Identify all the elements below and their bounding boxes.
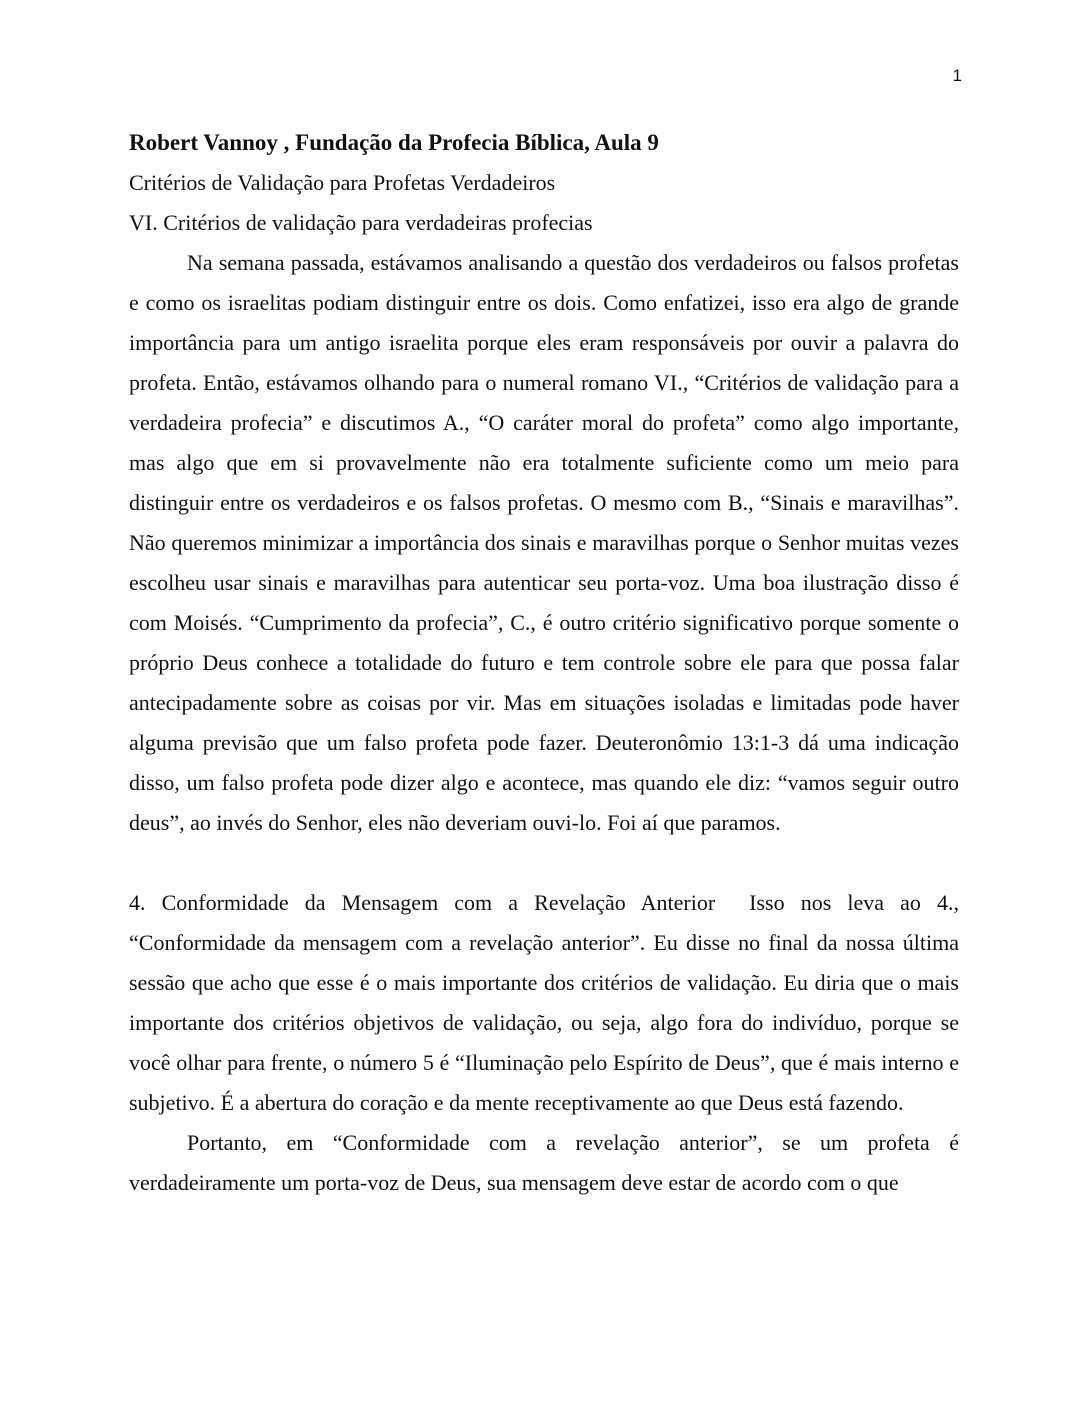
paragraph-3: Portanto, em “Conformidade com a revelação anterior”, se um profeta é verdadeiramente um porta-voz de Deus, sua mensagem deve estar de acordo com o que — [129, 1130, 959, 1195]
paragraph-1: Na semana passada, estávamos analisando a questão dos verdadeiros ou falsos profetas e como os israelitas podiam distinguir entre os dois. Como enfatizei, isso era algo de grande importância para um antigo israelita porque eles eram responsáveis por ouvir a palavra do profeta. Então, estávamos olhando para o numeral romano VI., “Critérios de validação para a verdadeira profecia” e discutimos A., “O caráter moral do profeta” como algo importante, mas algo que em si provavelmente não era totalmente suficiente como um meio para distinguir entre os verdadeiros e os falsos profetas. O mesmo com B., “Sinais e maravilhas”. Não queremos minimizar a importância dos sinais e maravilhas porque o Senhor muitas vezes escolheu usar sinais e maravilhas para autenticar seu porta-voz. Uma boa ilustração disso é com Moisés. “Cumprimento da profecia”, C., é outro critério significativo porque somente o próprio Deus conhece a totalidade do futuro e tem controle sobre ele para que possa falar antecipadamente sobre as coisas por vir. Mas em situações isoladas e limitadas pode haver alguma previsão que um falso profeta pode fazer. Deuteronômio 13:1-3 dá uma indicação disso, um falso profeta pode dizer algo e acontece, mas quando ele diz: “vamos seguir outro deus”, ao invés do Senhor, eles não deveriam ouvi-lo. Foi aí que paramos. — [129, 250, 959, 835]
paragraph-2-container — [129, 883, 959, 1123]
page-number: 1 — [952, 66, 962, 85]
document-title: Robert Vannoy , Fundação da Profecia Bíblica, Aula 9 — [129, 130, 659, 155]
document-subtitle: Critérios de Validação para Profetas Verdadeiros — [129, 170, 556, 195]
section-heading: VI. Critérios de validação para verdadeiras profecias — [129, 210, 593, 235]
document-body — [129, 123, 959, 1203]
paragraph-2: Isso nos leva ao 4., “Conformidade da mensagem com a revelação anterior”. Eu disse no final da nossa última sessão que acho que esse é o mais importante dos critérios de validação. Eu diria que o mais importante dos critérios objetivos de validação, ou seja, algo fora do indivíduo, porque se você olhar para frente, o número 5 é “Iluminação pelo Espírito de Deus”, que é mais interno e subjetivo. É a abertura do coração e da mente receptivamente ao que Deus está fazendo. — [129, 890, 959, 1115]
paragraph-spacer — [129, 843, 959, 883]
section-4-heading: 4. Conformidade da Mensagem com a Revelação Anterior — [129, 890, 716, 915]
